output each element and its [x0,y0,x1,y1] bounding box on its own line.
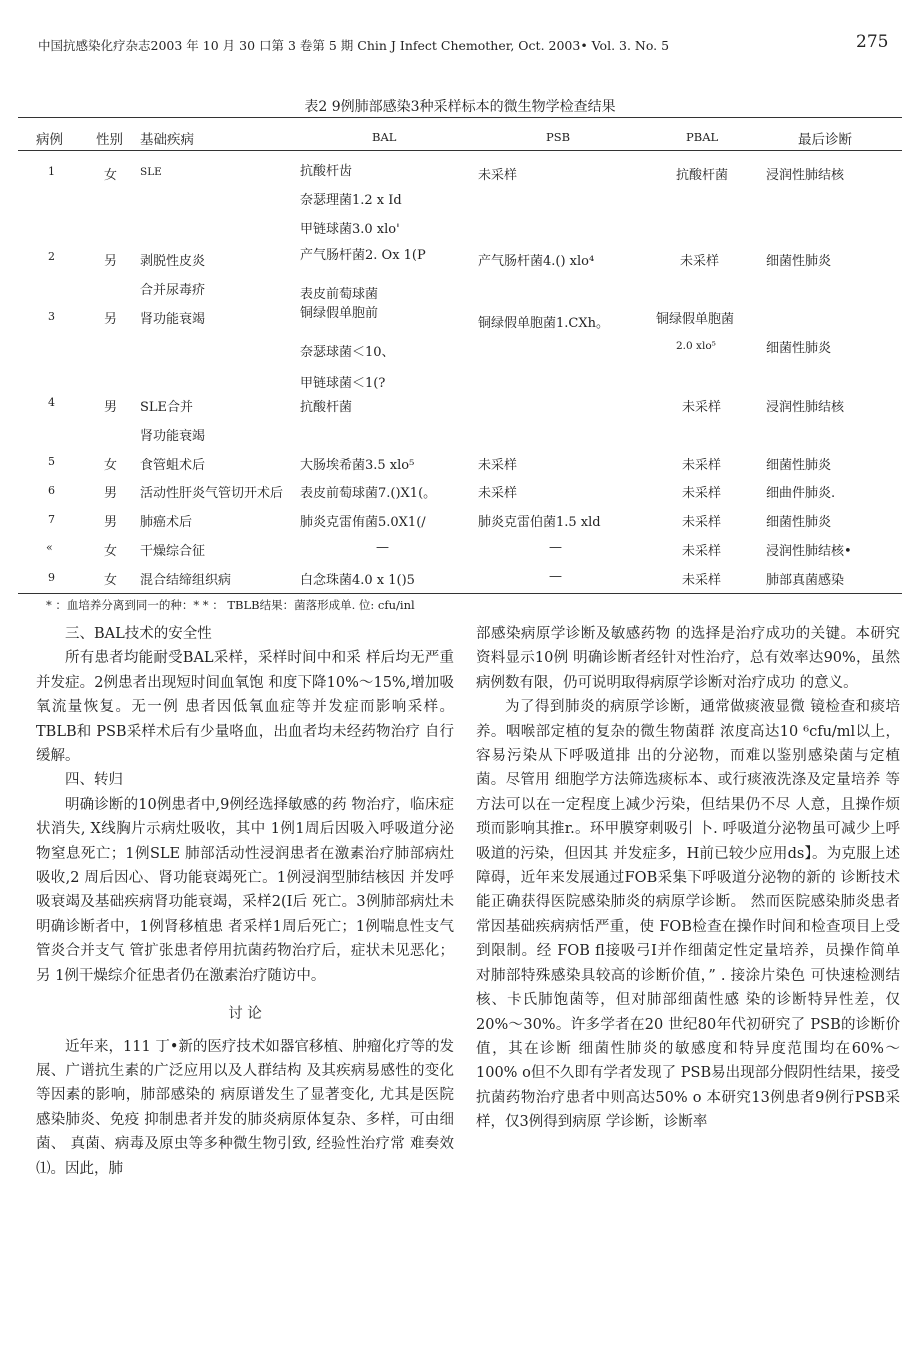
table-cell: 浸润性肺结核• [766,544,852,559]
table-cell: 4 [48,396,55,409]
table-cell: SLE合并 [140,400,194,415]
table-cell: 食管蛆术后 [140,458,206,473]
paragraph-outcome: 明确诊断的10例患者中,9例经选择敏感的药 物治疗，临床症状消失, X线胸片示病灶吸收，其中 1例1周后因吸入呼吸道分泌物窒息死亡；1例SLE 肺部活动性浸润患者在激素治疗肺部病灶吸收,2 周后因心、肾功能衰竭死亡。1例浸润型肺结核因 并发呼吸衰竭及基础疾病肾功能衰竭，采样2(I后 死亡。3例肺部病灶未明确诊断者中，1例肾移植患 者采样1周后死亡；1例喘息性支气管炎合并支气 管扩张患者停用抗菌药物治疗后，症状未见恶化；另 1例干燥综介征患者仍在激素治疗随访中。 [36,796,454,984]
paragraph-safety: 所有患者均能耐受BAL采样，采样时间中和采 样后均无严重并发症。2例患者出现短时间血氧饱 和度下降10%～15%,增加吸氧流量恢复。无一例 患者因低氧血症等并发症而影响采样。TBLB和 PSB采样术后有少量咯血，出血者均未经药物治疗 自行缓解。 [36,650,454,765]
th-bal: BAL [372,130,397,144]
running-head: 中国抗感染化疗杂志2003 年 10 月 30 口第 3 卷第 5 期 Chin J Infect Chemother, Oct. 2003• Vol. 3. No. 5 [38,38,670,53]
table-cell: 肺癌术后 [140,515,193,530]
table-head-rule [18,150,902,151]
table-cell: 女 [104,458,118,473]
table-cell: 表皮前萄球菌7.()X1(。 [300,486,437,501]
table-cell: 铜绿假单胞前 [300,306,379,321]
table-cell: 女 [104,573,118,588]
table-cell: 未采样 [682,544,722,559]
table-cell: 男 [104,400,118,415]
table-cell: 2.0 xlo⁵ [676,340,716,352]
table-caption: 表2 9例肺部感染3种采样标本的微生物学检查结果 [304,99,616,115]
table-cell: 抗酸杆齿 [300,164,353,179]
table-top-rule [18,117,902,118]
table-cell: 肾功能衰竭 [140,429,206,444]
table-cell: 铜绿假单胞菌1.CXh。 [478,316,609,331]
table-cell: 浸润性肺结核 [766,400,845,415]
table-cell: 女 [104,168,118,183]
table-cell: 产气肠杆菌2. Ox 1(P [300,248,426,263]
right-column [476,622,900,1135]
th-disease: 基础疾病 [140,132,194,148]
table-cell: 细菌性肺炎 [766,341,832,356]
table-cell: 未采样 [682,486,722,501]
table-cell: 浸润性肺结核 [766,168,845,183]
left-column [36,622,454,1181]
table-cell: 剥脱性皮炎 [140,254,206,269]
section-heading-discussion: 讨 论 [228,1006,262,1023]
table-cell: 2 [48,250,55,263]
table-cell: 肺部真菌感染 [766,573,845,588]
table-cell: 另 [104,254,118,269]
table-cell: — [549,540,562,555]
table-cell: 3 [48,310,55,323]
page-number: 275 [856,32,889,52]
table-cell: 7 [48,513,55,526]
table-cell: 未采样 [682,458,722,473]
table-cell: « [46,541,53,554]
table-cell: SLE [140,166,162,178]
table-cell: 混合结缔组织病 [140,573,232,588]
table-cell: 另 [104,312,118,327]
paragraph-right-2: 为了得到肺炎的病原学诊断，通常做痰液显微 镜检查和痰培养。咽喉部定植的复杂的微生物菌群 浓度高达10 ⁶cfu/ml以上，容易污染从下呼吸道排 出的分泌物，而难以鉴别感染菌与定植菌。尽管用 细胞学方法筛选痰标本、或行痰液洗涤及定量培养 等方法可以在一定程度上减少污染，但结果仍不尽 人意，且操作烦琐而影响其推r.。环甲膜穿刺吸引 卜. 呼吸道分泌物虽可减少上呼吸道的污染，但因其 并发症多，H前已较少应用ds】。为克服上述障碍，近年来发展通过FOB采集下呼吸道分泌物的新的 诊断技术能正确获得医院感染肺炎的病原学诊断。 然而医院感染肺炎患者常因基础疾病病恬严重，使 FOB检查在操作时间和检查项目上受到限制。经 FOB fl接吸弓I并作细菌定性定量培养，员操作简单 对肺部特殊感染具较高的诊断价值，” . 接涂片染色 可快速检测结核、卡氏肺饱菌等，但对肺部细菌性感 染的诊断特异性差，仅20%～30%。许多学者在20 世纪80年代初研究了 PSB的诊断价值，其在诊断 细菌性肺炎的敏感度和特异度范围均在60%～ 100% o但不久即有学者发现了 PSB易出现部分假阴性结果，接受抗菌药物治疗患者中则高达50% o 本研究13例患者9例行PSB采样，仅3例得到病原 学诊断，诊断率 [476,699,900,1131]
th-case: 病例 [36,132,63,148]
table-cell: 细曲件肺炎. [766,486,836,501]
table-cell: 未采样 [478,168,518,183]
section-heading-outcome: 四、转归 [65,772,123,789]
table-cell: 男 [104,515,118,530]
th-psb: PSB [546,130,571,144]
table-cell: 未采样 [682,400,722,415]
table-cell: — [549,569,562,584]
paragraph-right-1: 部感染病原学诊断及敏感药物 的选择是治疗成功的关键。本研究资料显示10例 明确诊断者经针对性治疗，总有效率达90%，虽然 病例数有限，仍可说明取得病原学诊断对治疗成功 的意义。 [476,626,900,691]
table-cell: 女 [104,544,118,559]
table-cell: 甲链球菌3.0 xlo' [300,222,400,237]
table-cell: 5 [48,455,55,468]
th-pbal: PBAL [686,130,719,144]
table-cell: 表皮前萄球菌 [300,287,379,302]
table-cell: 铜绿假单胞菌 [656,312,735,327]
th-sex: 性别 [96,132,123,148]
table-footnote: * ：血培养分离到同一的种：* * ： TBLB结果：菌落形成单. 位: cfu/inl [46,598,415,612]
table-cell: 1 [48,165,55,178]
table-cell: 抗酸杆菌 [676,168,729,183]
table-cell: 未采样 [478,486,518,501]
table-cell: 细菌性肺炎 [766,458,832,473]
section-heading-safety: 三、BAL技术的安全性 [65,626,212,642]
table-cell: 未采样 [682,515,722,530]
table-cell: 细菌性肺炎 [766,515,832,530]
table-cell: 未采样 [478,458,518,473]
table-cell: 6 [48,484,55,497]
table-cell: 奈瑟理菌1.2 x Id [300,193,402,208]
table-cell: 细菌性肺炎 [766,254,832,269]
table-cell: 甲链球菌＜1(? [300,376,386,391]
paragraph-discussion: 近年来，111 丁•新的医疗技术如器官移植、肿瘤化疗等的发展、广谱抗生素的广泛应用以及人群结构 及其疾病易感性的变化等因素的影响，肺部感染的 病原谱发生了显著变化, 尤其是医院感染肺炎、免疫 抑制患者并发的肺炎病原体复杂、多样，可由细菌、 真菌、病毒及原虫等多种微生物引致, 经验性治疗常 难奏效⑴。因此，肺 [36,1038,454,1177]
table-cell: 奈瑟球菌＜10、 [300,345,395,360]
table-bottom-rule [18,593,902,594]
table-cell: 肺炎克雷侑菌5.0X1(/ [300,515,426,530]
th-diagnosis: 最后诊断 [798,132,852,148]
table-cell: 合并尿毒疥 [140,283,206,298]
table-cell: 产气肠杆菌4.() xlo⁴ [478,254,595,269]
table-cell: 未采样 [680,254,720,269]
table-cell: 白念珠菌4.0 x 1()5 [300,573,415,588]
table-cell: — [376,540,389,555]
table-cell: 抗酸杆菌 [300,400,353,415]
table-cell: 肾功能衰竭 [140,312,206,327]
table-cell: 未采样 [682,573,722,588]
table-cell: 肺炎克雷伯菌1.5 xld [478,515,601,530]
table-cell: 干燥综合征 [140,544,206,559]
table-cell: 9 [48,571,55,584]
table-cell: 男 [104,486,118,501]
table-cell: 大肠埃希菌3.5 xlo⁵ [300,458,415,473]
table-cell: 活动性肝炎气管切开术后 [140,486,284,501]
